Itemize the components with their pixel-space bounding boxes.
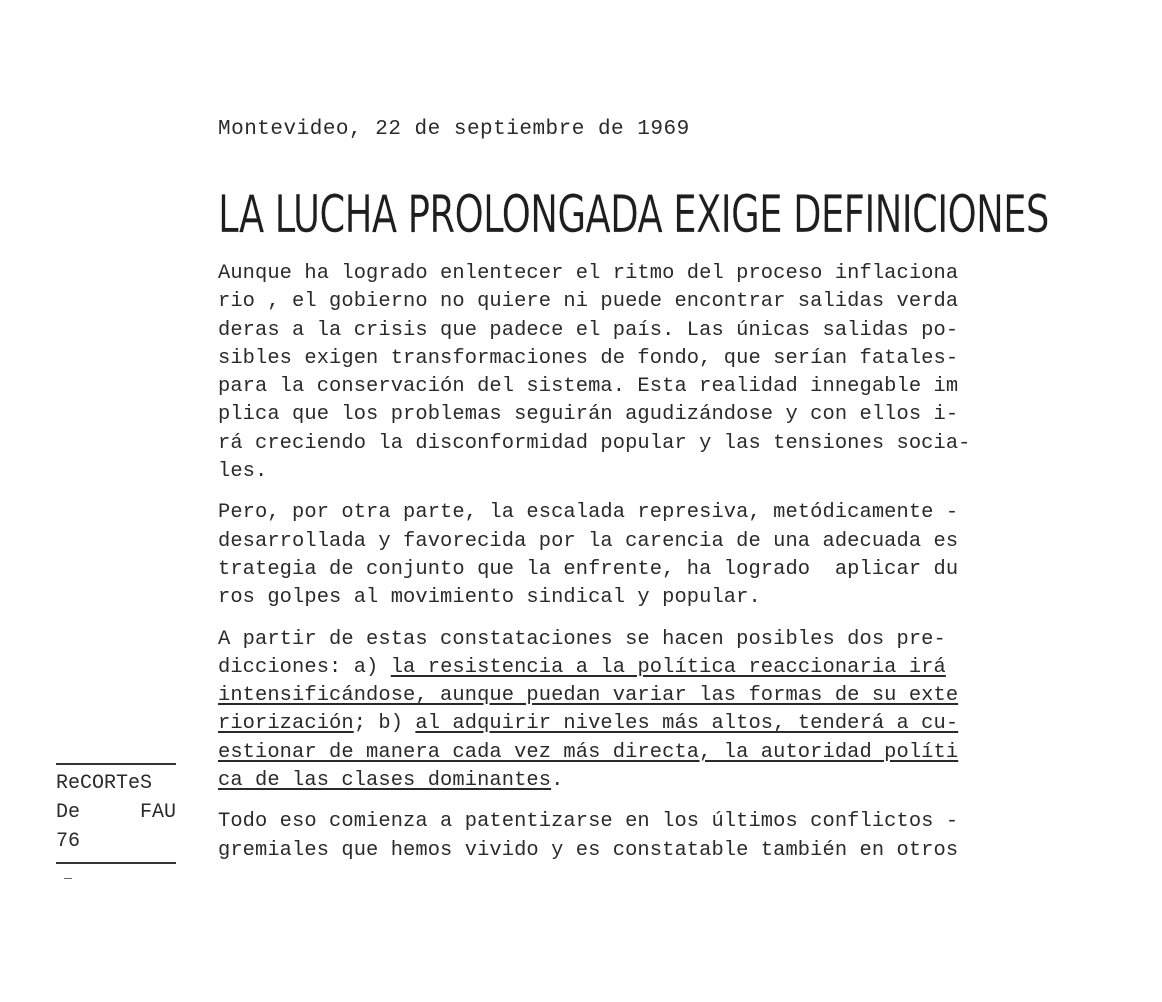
- underlined-text: al adquirir niveles más altos, tenderá a cu-: [415, 712, 959, 736]
- text-line: Todo eso comienza a patentizarse en los últimos conflictos -: [218, 810, 959, 834]
- underlined-text: estionar de manera cada vez más directa, la autoridad políti: [218, 740, 959, 764]
- paragraph-1: [218, 260, 1118, 486]
- text-line: Aunque ha logrado enlentecer el ritmo del proceso inflaciona: [218, 262, 959, 285]
- text-line: [218, 710, 1118, 738]
- text-line: plica que los problemas seguirán agudizándose y con ellos i-: [218, 403, 959, 427]
- publication-subtitle: [56, 798, 176, 827]
- text-line: [218, 767, 1118, 795]
- text-segment: .: [551, 769, 564, 793]
- text-segment: dicciones: a): [218, 655, 391, 679]
- paragraph-3: [218, 626, 1118, 796]
- publication-word: FAU: [139, 801, 176, 824]
- publication-word: De: [56, 801, 81, 824]
- text-line: para la conservación del sistema. Esta realidad innegable im: [218, 375, 959, 399]
- text-line: [218, 654, 1118, 682]
- text-line: Pero, por otra parte, la escalada represiva, metódicamente -: [218, 501, 959, 525]
- underlined-text: intensificándose, aunque puedan variar las formas de su exte: [218, 684, 959, 708]
- publication-stamp: [56, 763, 176, 864]
- text-line: les.: [218, 460, 268, 484]
- text-line: deras a la crisis que padece el país. Las únicas salidas po-: [218, 318, 959, 342]
- paragraph-4: [218, 808, 1118, 865]
- headline: LA LUCHA PROLONGADA EXIGE DEFINICIONES: [218, 185, 1049, 245]
- text-line: desarrollada y favorecida por la carencia de una adecuada es: [218, 529, 959, 553]
- underlined-text: la resistencia a la política reaccionaria irá: [390, 655, 946, 679]
- text-segment: ; b): [353, 712, 416, 736]
- text-line: ros golpes al movimiento sindical y popular.: [218, 586, 761, 610]
- text-line: A partir de estas constataciones se hacen posibles dos pre-: [218, 627, 946, 651]
- dateline: Montevideo, 22 de septiembre de 1969: [218, 118, 690, 141]
- underlined-text: ca de las clases dominantes: [218, 769, 552, 793]
- issue-number: 76: [56, 830, 81, 853]
- publication-title: ReCORTeS: [56, 772, 153, 795]
- underlined-text: riorización: [218, 712, 354, 736]
- text-line: trategia de conjunto que la enfrente, ha logrado aplicar du: [218, 557, 959, 581]
- ink-mark: [64, 878, 72, 879]
- text-line: rá creciendo la disconformidad popular y las tensiones socia-: [218, 431, 971, 455]
- text-line: gremiales que hemos vivido y es constatable también en otros: [218, 838, 959, 862]
- paragraph-2: [218, 499, 1118, 612]
- article-body: [218, 260, 1118, 878]
- text-line: rio , el gobierno no quiere ni puede encontrar salidas verda: [218, 290, 959, 314]
- text-line: sibles exigen transformaciones de fondo, que serían fatales-: [218, 346, 959, 370]
